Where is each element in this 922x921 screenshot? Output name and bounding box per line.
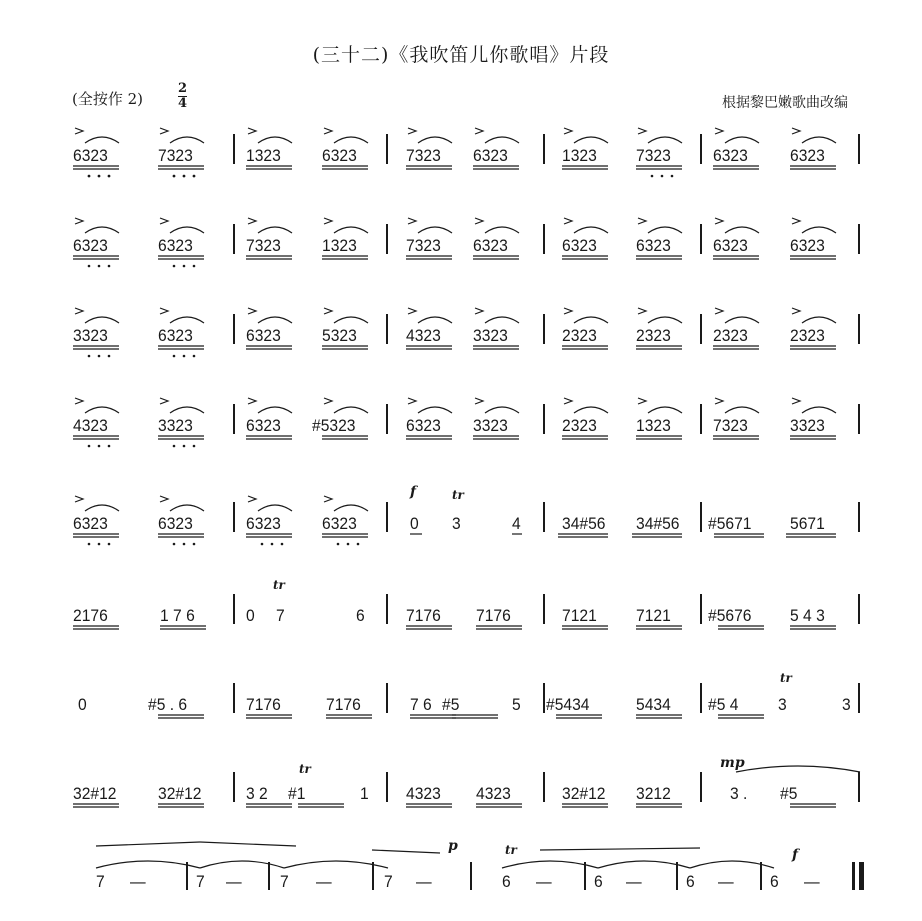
note-group: 5323	[322, 326, 357, 345]
note-group: 6323	[406, 416, 441, 435]
octave-dot	[108, 543, 111, 546]
note-group: 2176	[73, 606, 108, 625]
note-group: 2323	[636, 326, 671, 345]
slur-arc	[802, 317, 836, 323]
note-group: 6	[356, 606, 365, 625]
tempo-marking: (全按作 2)	[72, 90, 144, 108]
note-group: 7323	[246, 236, 281, 255]
note-group: 6323	[713, 236, 748, 255]
beam-line	[200, 842, 296, 846]
note-group: 7323	[158, 146, 193, 165]
note-group: #5671	[708, 514, 752, 533]
accent-mark	[564, 308, 572, 314]
note-group: 7 6	[410, 695, 432, 714]
slur-arc	[334, 317, 368, 323]
note-group: 4	[512, 514, 521, 533]
note-group: 32#12	[73, 784, 117, 803]
octave-dot	[271, 543, 274, 546]
slur-arc	[485, 137, 519, 143]
note-group: 7	[384, 872, 393, 891]
note-group: 6323	[322, 146, 357, 165]
note-group: 6323	[713, 146, 748, 165]
accent-mark	[248, 308, 256, 314]
note-group: 7	[276, 606, 285, 625]
note-group: 3323	[790, 416, 825, 435]
slur-arc	[418, 227, 452, 233]
octave-dot	[347, 543, 350, 546]
slur-arc	[200, 861, 284, 868]
octave-dot	[173, 175, 176, 178]
slur-arc	[258, 317, 292, 323]
octave-dot	[193, 445, 196, 448]
note-group: 7	[280, 872, 289, 891]
note-group: 2323	[562, 416, 597, 435]
note-group: —	[718, 872, 734, 891]
octave-dot	[98, 445, 101, 448]
accent-mark	[75, 218, 83, 224]
accent-mark	[160, 218, 168, 224]
slur-arc	[334, 505, 368, 511]
note-group: 6323	[73, 146, 108, 165]
note-group: 32#12	[158, 784, 202, 803]
time-signature-top: 2	[178, 81, 188, 96]
note-group: 6323	[790, 236, 825, 255]
accent-mark	[324, 218, 332, 224]
octave-dot	[183, 445, 186, 448]
note-group: 6	[686, 872, 695, 891]
slur-arc	[725, 407, 759, 413]
slur-arc	[648, 407, 682, 413]
accent-mark	[792, 308, 800, 314]
accent-mark	[75, 398, 83, 404]
slur-arc	[736, 766, 860, 772]
note-group: #5323	[312, 416, 356, 435]
note-group: 2323	[713, 326, 748, 345]
octave-dot	[193, 355, 196, 358]
accent-mark	[792, 398, 800, 404]
slur-arc	[170, 137, 204, 143]
note-group: 3 .	[730, 784, 748, 803]
note-group: 4323	[406, 784, 441, 803]
note-group: 5434	[636, 695, 671, 714]
accent-mark	[564, 218, 572, 224]
note-group: 1323	[322, 236, 357, 255]
slur-arc	[334, 407, 368, 413]
accent-mark	[160, 128, 168, 134]
accent-mark	[475, 128, 483, 134]
accent-mark	[248, 398, 256, 404]
slur-arc	[648, 317, 682, 323]
dynamic-p: p	[448, 838, 458, 854]
note-group: 6	[502, 872, 511, 891]
octave-dot	[261, 543, 264, 546]
beam-line	[540, 848, 700, 850]
accent-mark	[248, 218, 256, 224]
slur-arc	[418, 407, 452, 413]
slur-arc	[334, 137, 368, 143]
octave-dot	[88, 175, 91, 178]
trill-mark: tr	[780, 671, 792, 685]
note-group: 6323	[246, 416, 281, 435]
note-group: 7	[96, 872, 105, 891]
octave-dot	[88, 543, 91, 546]
octave-dot	[661, 175, 664, 178]
accent-mark	[715, 218, 723, 224]
slur-arc	[485, 407, 519, 413]
accent-mark	[324, 398, 332, 404]
note-group: 7176	[246, 695, 281, 714]
note-group: 6323	[158, 326, 193, 345]
octave-dot	[183, 355, 186, 358]
octave-dot	[357, 543, 360, 546]
slur-arc	[574, 137, 608, 143]
note-group: —	[226, 872, 242, 891]
accent-mark	[638, 308, 646, 314]
octave-dot	[98, 175, 101, 178]
note-group: #5	[442, 695, 460, 714]
time-signature-bottom: 4	[178, 96, 188, 111]
dynamic-f-1: f	[410, 484, 417, 500]
slur-arc	[418, 317, 452, 323]
slur-arc	[648, 137, 682, 143]
note-group: 4323	[476, 784, 511, 803]
accent-mark	[475, 398, 483, 404]
octave-dot	[173, 445, 176, 448]
octave-dot	[173, 543, 176, 546]
trill-mark: tr	[273, 578, 285, 592]
accent-mark	[324, 128, 332, 134]
octave-dot	[98, 265, 101, 268]
accent-mark	[564, 398, 572, 404]
note-group: 34#56	[636, 514, 680, 533]
slur-arc	[574, 227, 608, 233]
slur-arc	[502, 861, 598, 868]
note-group: 2323	[790, 326, 825, 345]
note-group: —	[626, 872, 642, 891]
note-group: 7323	[406, 146, 441, 165]
note-group: 7323	[636, 146, 671, 165]
dynamic-mp: mp	[720, 755, 745, 771]
slur-arc	[96, 861, 200, 868]
accent-mark	[408, 128, 416, 134]
note-group: 1323	[246, 146, 281, 165]
accent-mark	[75, 308, 83, 314]
slur-arc	[418, 137, 452, 143]
accent-mark	[75, 128, 83, 134]
note-group: 0	[78, 695, 87, 714]
accent-mark	[408, 218, 416, 224]
slur-arc	[802, 407, 836, 413]
note-group: 7176	[326, 695, 361, 714]
slur-arc	[170, 227, 204, 233]
note-group: 6323	[790, 146, 825, 165]
note-group: 7176	[476, 606, 511, 625]
note-group: 6323	[473, 236, 508, 255]
octave-dot	[671, 175, 674, 178]
note-group: 3 2	[246, 784, 268, 803]
note-group: —	[536, 872, 552, 891]
slur-arc	[574, 317, 608, 323]
slur-arc	[85, 505, 119, 511]
note-group: 6323	[158, 514, 193, 533]
note-group: 0	[410, 514, 419, 533]
accent-mark	[564, 128, 572, 134]
note-group: 6323	[158, 236, 193, 255]
octave-dot	[88, 265, 91, 268]
note-group: #5 . 6	[148, 695, 188, 714]
octave-dot	[193, 175, 196, 178]
slur-arc	[802, 137, 836, 143]
note-group: —	[416, 872, 432, 891]
slur-arc	[85, 137, 119, 143]
slur-arc	[485, 227, 519, 233]
octave-dot	[183, 543, 186, 546]
slur-arc	[284, 861, 388, 868]
accent-mark	[792, 128, 800, 134]
octave-dot	[651, 175, 654, 178]
accent-mark	[160, 308, 168, 314]
trill-mark: tr	[505, 843, 517, 857]
note-group: 3212	[636, 784, 671, 803]
slur-arc	[690, 861, 774, 868]
trill-mark: tr	[299, 762, 311, 776]
accent-mark	[715, 128, 723, 134]
note-group: 4323	[406, 326, 441, 345]
accent-mark	[248, 496, 256, 502]
slur-arc	[258, 137, 292, 143]
note-group: 6323	[73, 236, 108, 255]
note-group: 2323	[562, 326, 597, 345]
note-group: 1323	[636, 416, 671, 435]
accent-mark	[715, 308, 723, 314]
slur-arc	[85, 407, 119, 413]
note-group: 3	[842, 695, 851, 714]
accent-mark	[248, 128, 256, 134]
note-group: 7	[196, 872, 205, 891]
note-group: 6	[770, 872, 779, 891]
note-group: 6323	[246, 326, 281, 345]
accent-mark	[475, 308, 483, 314]
slur-arc	[802, 227, 836, 233]
slur-arc	[170, 505, 204, 511]
note-group: 34#56	[562, 514, 606, 533]
note-group: 0	[246, 606, 255, 625]
accent-mark	[715, 398, 723, 404]
note-group: 3323	[473, 416, 508, 435]
note-group: 3	[452, 514, 461, 533]
slur-arc	[334, 227, 368, 233]
accent-mark	[638, 218, 646, 224]
note-group: 5	[512, 695, 521, 714]
beam-line	[96, 842, 200, 846]
slur-arc	[574, 407, 608, 413]
octave-dot	[193, 265, 196, 268]
note-group: #5676	[708, 606, 752, 625]
note-group: 6323	[322, 514, 357, 533]
octave-dot	[98, 543, 101, 546]
note-group: 3323	[473, 326, 508, 345]
accent-mark	[408, 308, 416, 314]
note-group: 6323	[562, 236, 597, 255]
trill-mark: tr	[452, 488, 464, 502]
note-group: 6323	[636, 236, 671, 255]
note-group: 3323	[73, 326, 108, 345]
note-group: 7176	[406, 606, 441, 625]
accent-mark	[408, 398, 416, 404]
octave-dot	[98, 355, 101, 358]
note-group: 6323	[246, 514, 281, 533]
note-group: —	[130, 872, 146, 891]
octave-dot	[88, 355, 91, 358]
note-group: 3	[778, 695, 787, 714]
slur-arc	[258, 227, 292, 233]
accent-mark	[638, 128, 646, 134]
slur-arc	[648, 227, 682, 233]
note-group: 6323	[473, 146, 508, 165]
note-group: —	[804, 872, 820, 891]
slur-arc	[725, 227, 759, 233]
note-group: 5 4 3	[790, 606, 825, 625]
octave-dot	[281, 543, 284, 546]
note-group: #1	[288, 784, 306, 803]
slur-arc	[258, 505, 292, 511]
note-group: 4323	[73, 416, 108, 435]
octave-dot	[173, 265, 176, 268]
accent-mark	[160, 398, 168, 404]
slur-arc	[598, 861, 690, 868]
octave-dot	[108, 265, 111, 268]
slur-arc	[258, 407, 292, 413]
note-group: —	[316, 872, 332, 891]
octave-dot	[337, 543, 340, 546]
note-group: 7121	[636, 606, 671, 625]
dynamic-f-2: f	[792, 847, 799, 863]
slur-arc	[170, 407, 204, 413]
beam-line	[372, 850, 440, 853]
note-group: 1 7 6	[160, 606, 195, 625]
octave-dot	[108, 175, 111, 178]
note-group: #5 4	[708, 695, 739, 714]
accent-mark	[160, 496, 168, 502]
note-group: #5	[780, 784, 798, 803]
octave-dot	[108, 355, 111, 358]
accent-mark	[75, 496, 83, 502]
octave-dot	[183, 265, 186, 268]
slur-arc	[85, 317, 119, 323]
note-group: 6323	[73, 514, 108, 533]
accent-mark	[792, 218, 800, 224]
note-group: 7323	[406, 236, 441, 255]
note-group: 5671	[790, 514, 825, 533]
note-group: 1	[360, 784, 369, 803]
note-group: 7121	[562, 606, 597, 625]
octave-dot	[108, 445, 111, 448]
octave-dot	[193, 543, 196, 546]
slur-arc	[85, 227, 119, 233]
accent-mark	[638, 398, 646, 404]
slur-arc	[170, 317, 204, 323]
accent-mark	[475, 218, 483, 224]
accent-mark	[324, 496, 332, 502]
slur-arc	[485, 317, 519, 323]
accent-mark	[324, 308, 332, 314]
octave-dot	[183, 175, 186, 178]
slur-arc	[725, 137, 759, 143]
note-group: 6	[594, 872, 603, 891]
octave-dot	[88, 445, 91, 448]
slur-arc	[725, 317, 759, 323]
note-group: 32#12	[562, 784, 606, 803]
source-note: 根据黎巴嫩歌曲改编	[722, 95, 848, 111]
note-group: #5434	[546, 695, 590, 714]
note-group: 3323	[158, 416, 193, 435]
piece-title: (三十二)《我吹笛儿你歌唱》片段	[312, 44, 610, 66]
note-group: 7323	[713, 416, 748, 435]
octave-dot	[173, 355, 176, 358]
note-group: 1323	[562, 146, 597, 165]
